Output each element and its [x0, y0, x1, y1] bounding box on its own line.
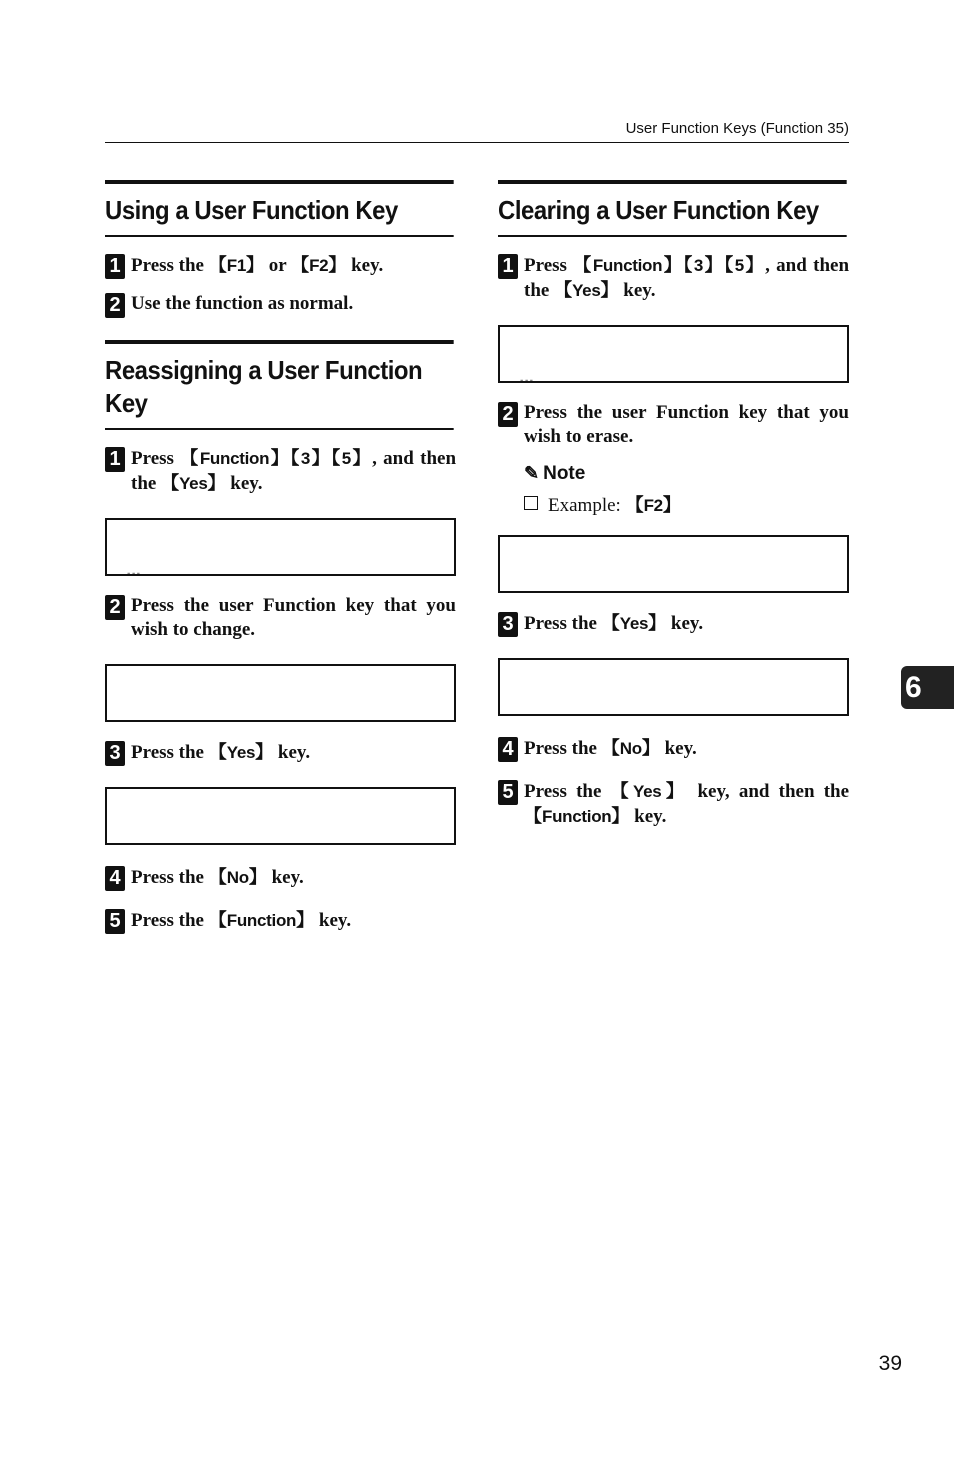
- key-3: 3: [300, 449, 311, 468]
- step-text: key.: [664, 738, 697, 759]
- step-text: Press the user Function key that you wish to erase.: [524, 402, 849, 447]
- step-number: 3: [498, 612, 518, 637]
- step-text: Press the: [131, 742, 204, 763]
- step-number: 4: [105, 866, 125, 891]
- reassign-step-4: 4 Press the 【No】 key.: [105, 865, 456, 890]
- running-header: User Function Keys (Function 35): [625, 120, 849, 137]
- section-title-clearing: Clearing a User Function Key: [498, 180, 847, 237]
- lcd-display: [498, 535, 849, 593]
- lcd-display: [105, 664, 456, 722]
- key-3: 3: [693, 256, 704, 275]
- note-label: Note: [543, 463, 586, 484]
- reassign-step-3: 3 Press the 【Yes】 key.: [105, 740, 456, 765]
- header-rule: [105, 142, 849, 143]
- section-title-using: Using a User Function Key: [105, 180, 454, 237]
- key-function: Function: [226, 911, 297, 930]
- left-column: [105, 180, 456, 933]
- step-number: 1: [105, 447, 125, 472]
- step-text: , and then the: [131, 448, 457, 494]
- step-number: 2: [105, 293, 125, 318]
- step-text: key.: [271, 867, 304, 888]
- clearing-step-4: 4 Press the 【No】 key.: [498, 736, 849, 761]
- chapter-tab: 6: [901, 666, 954, 709]
- key-function: Function: [199, 449, 270, 468]
- lcd-line-1: [506, 591, 841, 593]
- using-step-1: 1 Press the 【F1】 or 【F2】 key.: [105, 253, 456, 278]
- key-5: 5: [734, 256, 744, 275]
- step-text: Press the: [131, 910, 204, 931]
- page-number: 39: [878, 1352, 902, 1375]
- key-yes: Yes: [619, 614, 649, 633]
- step-text: Press the: [524, 781, 602, 802]
- clearing-step-1: 1 Press 【Function】【3】【5】, and then the 【Yes】 key.: [498, 253, 849, 303]
- lcd-line-1: [113, 574, 448, 576]
- step-text: key.: [670, 613, 704, 634]
- right-column: [498, 180, 849, 829]
- step-text: Use the function as normal.: [131, 293, 354, 314]
- step-text: Press the: [131, 867, 204, 888]
- key-f2: F2: [309, 256, 329, 275]
- key-yes: Yes: [226, 743, 256, 762]
- reassign-step-2: [105, 594, 456, 642]
- reassign-step-1: 1 Press 【Function】【3】【5】, and then the 【Yes】 key.: [105, 446, 456, 496]
- using-step-2: [105, 292, 456, 316]
- step-text: , and then the: [524, 255, 850, 301]
- lcd-display: [105, 518, 456, 576]
- lcd-display: [498, 325, 849, 383]
- clearing-step-2: [498, 401, 849, 449]
- step-number: 3: [105, 741, 125, 766]
- lcd-display: [105, 787, 456, 845]
- step-text: Press the: [524, 613, 597, 634]
- note-heading: [524, 463, 849, 485]
- lcd-display: [498, 658, 849, 716]
- key-no: No: [226, 868, 249, 887]
- step-number: 2: [105, 595, 125, 620]
- checkbox-bullet-icon: [524, 496, 538, 510]
- step-text: key.: [634, 806, 667, 827]
- step-text: key.: [277, 742, 311, 763]
- pencil-icon: ✎: [524, 463, 540, 483]
- key-yes: Yes: [572, 281, 601, 300]
- note-text: Example:: [548, 495, 621, 516]
- step-number: 1: [498, 254, 518, 279]
- step-number: 2: [498, 402, 518, 427]
- step-text: key.: [623, 280, 656, 301]
- clearing-step-3: 3 Press the 【Yes】 key.: [498, 611, 849, 636]
- key-yes: Yes: [633, 782, 662, 801]
- step-text: key, and then the: [697, 781, 850, 802]
- step-text: key.: [230, 473, 263, 494]
- step-number: 5: [498, 780, 518, 805]
- step-text: key.: [318, 910, 352, 931]
- step-number: 1: [105, 254, 125, 279]
- lcd-line-1: [113, 720, 448, 722]
- step-number: 5: [105, 909, 125, 934]
- step-text: Press the: [131, 255, 204, 276]
- step-text: Press the user Function key that you wish to change.: [131, 595, 456, 640]
- step-number: 4: [498, 737, 518, 762]
- key-f2: F2: [643, 496, 663, 515]
- lcd-line-1: [113, 843, 448, 845]
- step-text: or: [268, 255, 287, 276]
- key-no: No: [619, 739, 642, 758]
- key-f1: F1: [226, 256, 246, 275]
- key-function: Function: [542, 807, 612, 826]
- key-yes: Yes: [179, 474, 208, 493]
- step-text: Press: [131, 448, 174, 469]
- step-text: key.: [351, 255, 384, 276]
- section-title-reassign: Reassigning a User Function Key: [105, 340, 454, 430]
- step-text: Press the: [524, 738, 597, 759]
- reassign-step-5: 5 Press the 【Function】 key.: [105, 908, 456, 933]
- lcd-line-1: [506, 381, 841, 383]
- clearing-step-5: 5 Press the 【Yes】 key, and then the 【Function】 key.: [498, 779, 849, 829]
- step-text: Press: [524, 255, 567, 276]
- lcd-line-1: [506, 714, 841, 716]
- note-item: Example: 【F2】: [524, 491, 849, 517]
- key-5: 5: [341, 449, 351, 468]
- key-function: Function: [592, 256, 663, 275]
